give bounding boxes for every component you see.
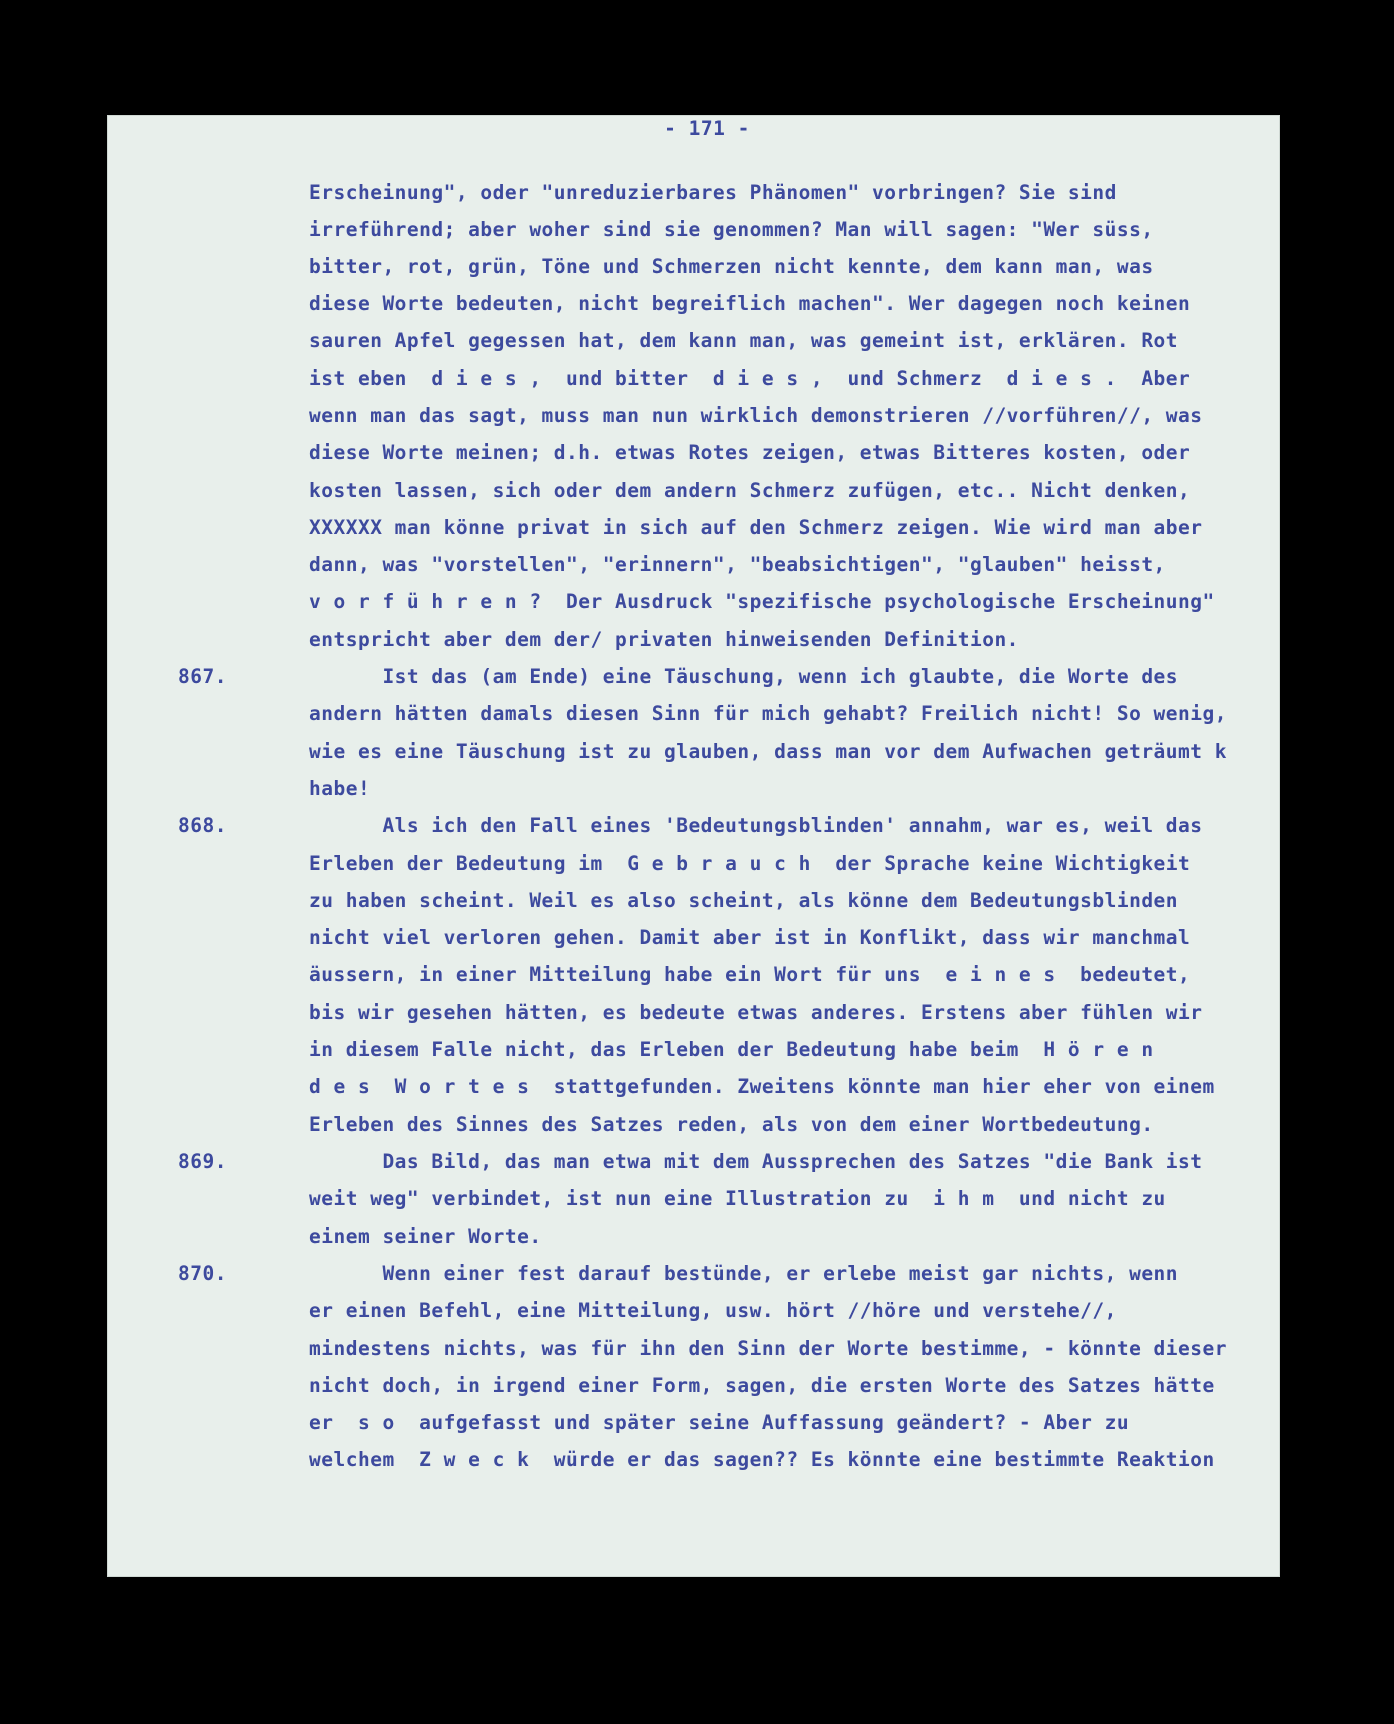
text-line: wie es eine Täuschung ist zu glauben, dass man vor dem Aufwachen geträumt k [309, 740, 1227, 763]
text-line: Erscheinung", oder "unreduzierbares Phänomen" vorbringen? Sie sind [309, 181, 1117, 204]
text-line: zu haben scheint. Weil es also scheint, als könne dem Bedeutungsblinden [309, 889, 1179, 912]
text-line: irreführend; aber woher sind sie genommen? Man will sagen: "Wer süss, [309, 218, 1154, 241]
text-line: in diesem Falle nicht, das Erleben der Bedeutung habe beim H ö r e n [309, 1038, 1154, 1061]
text-line: ist eben d i e s , und bitter d i e s , und Schmerz d i e s . Aber [309, 367, 1191, 390]
text-line: d e s W o r t e s stattgefunden. Zweitens könnte man hier eher von einem [309, 1075, 1215, 1098]
text-line: entspricht aber dem der/ privaten hinweisenden Definition. [309, 628, 1019, 651]
text-line: er s o aufgefasst und später seine Auffassung geändert? - Aber zu [309, 1411, 1130, 1434]
text-line: v o r f ü h r e n ? Der Ausdruck "spezifische psychologische Erscheinung" [309, 590, 1215, 613]
text-line: diese Worte meinen; d.h. etwas Rotes zeigen, etwas Bitteres kosten, oder [309, 441, 1191, 464]
paragraph-number-869: 869. [178, 1150, 227, 1173]
text-line: weit weg" verbindet, ist nun eine Illustration zu i h m und nicht zu [309, 1187, 1166, 1210]
text-line: diese Worte bedeuten, nicht begreiflich machen". Wer dagegen noch keinen [309, 292, 1191, 315]
paragraph-number-868: 868. [178, 814, 227, 837]
text-line: andern hätten damals diesen Sinn für mich gehabt? Freilich nicht! So wenig, [309, 702, 1227, 725]
text-line: kosten lassen, sich oder dem andern Schmerz zufügen, etc.. Nicht denken, [309, 479, 1191, 502]
text-line: äussern, in einer Mitteilung habe ein Wort für uns e i n e s bedeutet, [309, 963, 1191, 986]
page-number: - 171 - [664, 117, 750, 140]
paragraph-number-870: 870. [178, 1262, 227, 1285]
text-line: nicht doch, in irgend einer Form, sagen, die ersten Worte des Satzes hätte [309, 1374, 1215, 1397]
text-line: Ist das (am Ende) eine Täuschung, wenn ich glaubte, die Worte des [309, 665, 1179, 688]
text-line: sauren Apfel gegessen hat, dem kann man, was gemeint ist, erklären. Rot [309, 329, 1179, 352]
text-line: Erleben der Bedeutung im G e b r a u c h der Sprache keine Wichtigkeit [309, 852, 1191, 875]
text-line: welchem Z w e c k würde er das sagen?? Es könnte eine bestimmte Reaktion [309, 1448, 1215, 1471]
text-line: dann, was "vorstellen", "erinnern", "beabsichtigen", "glauben" heisst, [309, 553, 1166, 576]
text-line: Das Bild, das man etwa mit dem Aussprechen des Satzes "die Bank ist [309, 1150, 1203, 1173]
text-line: wenn man das sagt, muss man nun wirklich demonstrieren //vorführen//, was [309, 404, 1203, 427]
paragraph-number-867: 867. [178, 665, 227, 688]
text-line: bis wir gesehen hätten, es bedeute etwas anderes. Erstens aber fühlen wir [309, 1001, 1203, 1024]
text-line: er einen Befehl, eine Mitteilung, usw. hört //höre und verstehe//, [309, 1299, 1117, 1322]
text-line: habe! [309, 777, 371, 800]
text-line: Als ich den Fall eines 'Bedeutungsblinden' annahm, war es, weil das [309, 814, 1203, 837]
text-line: mindestens nichts, was für ihn den Sinn der Worte bestimme, - könnte dieser [309, 1337, 1227, 1360]
text-line: XXXXXX man könne privat in sich auf den Schmerz zeigen. Wie wird man aber [309, 516, 1203, 539]
text-line: einem seiner Worte. [309, 1225, 542, 1248]
text-line: nicht viel verloren gehen. Damit aber ist in Konflikt, dass wir manchmal [309, 926, 1191, 949]
typescript-page [107, 115, 1280, 1577]
text-line: Wenn einer fest darauf bestünde, er erlebe meist gar nichts, wenn [309, 1262, 1179, 1285]
text-line: Erleben des Sinnes des Satzes reden, als von dem einer Wortbedeutung. [309, 1113, 1154, 1136]
text-line: bitter, rot, grün, Töne und Schmerzen nicht kennte, dem kann man, was [309, 255, 1154, 278]
